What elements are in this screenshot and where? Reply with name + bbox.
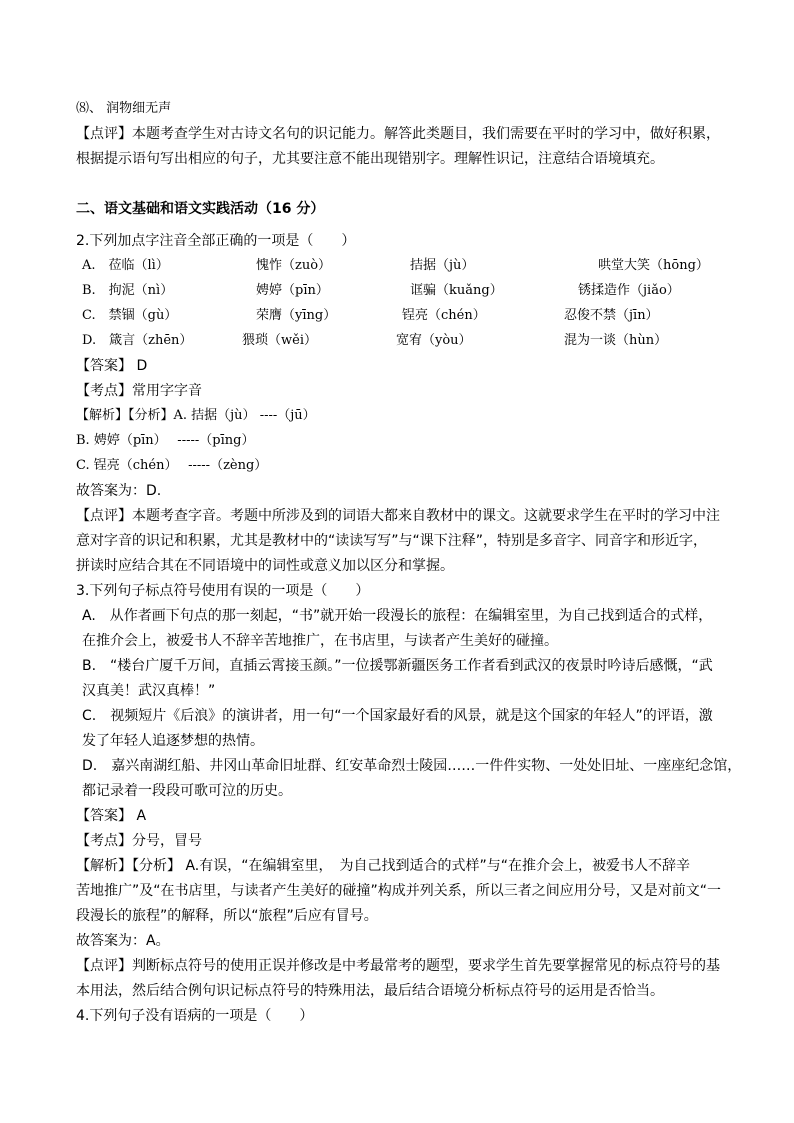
q2-option-a-1: A. 莅临（lì） — [82, 258, 169, 273]
q2-stem: 2.下列加点字注音全部正确的一项是（ ） — [76, 233, 356, 249]
q2-analysis-line-1: 【解析】【分析】A. 拮据（jù） ----（jū） — [76, 408, 316, 423]
q1-comment-line-2: 根据提示语句写出相应的句子，尤其要注意不能出现错别字。理解性识记，注意结合语境填充。 — [76, 151, 664, 167]
q3-option-d-line-2: 都记录着一段段可歌可泣的历史。 — [82, 783, 292, 799]
q2-option-c-2: 荣膺（yīng） — [256, 308, 337, 323]
section-2-heading: 二、语文基础和语文实践活动（16 分） — [76, 201, 325, 217]
q2-option-a-4: 哄堂大笑（hōng） — [598, 258, 709, 273]
q2-comment-line-2: 意对字音的识记和积累，尤其是教材中的“读读写写”与“课下注释”，特别是多音字、同音字和形近字， — [76, 533, 708, 549]
q3-analysis-line-1: 【解析】【分析】 A.有误，“在编辑室里， 为自己找到适合的式样”与“在推介会上，被爱书人不辞辛 — [76, 858, 690, 874]
q3-point: 【考点】分号，冒号 — [76, 833, 202, 849]
q2-option-a-2: 愧怍（zuò） — [256, 258, 332, 273]
q3-option-b-line-1: B. “楼台广厦千万间，直插云霄接玉颜。”一位援鄂新疆医务工作者看到武汉的夜景时吟诗后感慨，“武 — [82, 658, 713, 674]
q3-answer: 【答案】 A — [76, 808, 147, 824]
q3-option-c-line-2: 发了年轻人追逐梦想的热情。 — [82, 733, 264, 749]
q2-conclusion: 故答案为：D. — [76, 483, 162, 499]
q2-option-b-2: 娉婷（pīn） — [256, 283, 329, 298]
q2-option-b-3: 诓骗（kuǎng） — [410, 283, 503, 298]
q3-option-a-line-1: A. 从作者画下句点的那一刻起，“书”就开始一段漫长的旅程：在编辑室里，为自己找到适合的式样， — [82, 608, 713, 624]
q2-analysis-line-2: B. 娉婷（pīn） -----（pīng） — [76, 433, 255, 448]
q3-conclusion: 故答案为：A。 — [76, 933, 170, 949]
q3-analysis-line-3: 段漫长的旅程”的解释，所以“旅程”后应有冒号。 — [76, 908, 378, 924]
q3-option-a-line-2: 在推介会上，被爱书人不辞辛苦地推广，在书店里，与读者产生美好的碰撞。 — [82, 633, 558, 649]
q2-option-d-3: 宽宥（yòu） — [396, 333, 472, 348]
q2-option-d-1: D. 箴言（zhēn） — [82, 333, 193, 348]
q3-stem: 3.下列句子标点符号使用有误的一项是（ ） — [76, 583, 370, 599]
q2-analysis-line-3: C. 锃亮（chén） -----（zèng） — [76, 458, 268, 473]
q1-comment-line-1: 【点评】本题考查学生对古诗文名句的识记能力。解答此类题目，我们需要在平时的学习中，做好积累， — [76, 126, 720, 142]
q2-option-a-3: 拮据（jù） — [410, 258, 475, 273]
q3-option-b-line-2: 汉真美！武汉真棒！” — [82, 683, 216, 699]
q2-option-d-4: 混为一谈（hùn） — [564, 333, 668, 348]
q2-comment-line-1: 【点评】本题考查字音。考题中所涉及到的词语大都来自教材中的课文。这就要求学生在平时的学习中注 — [76, 508, 720, 524]
q2-option-d-2: 猥琐（wěi） — [242, 333, 317, 348]
q2-option-c-1: C. 禁锢（gù） — [82, 308, 178, 323]
q2-comment-line-3: 拼读时应结合其在不同语境中的词性或意义加以区分和掌握。 — [76, 558, 454, 574]
q3-option-c-line-1: C. 视频短片《后浪》的演讲者，用一句“一个国家最好看的风景，就是这个国家的年轻人”的评语，激 — [82, 708, 713, 724]
q4-stem: 4.下列句子没有语病的一项是（ ） — [76, 1008, 314, 1024]
q2-option-b-4: 锈揉造作（jiǎo） — [578, 283, 680, 298]
q3-comment-line-1: 【点评】判断标点符号的使用正误并修改是中考最常考的题型，要求学生首先要掌握常见的标点符号的基 — [76, 958, 720, 974]
q2-option-c-4: 忍俊不禁（jīn） — [564, 308, 659, 323]
q1-item-8: ⑻、 润物细无声 — [76, 101, 172, 116]
q3-analysis-line-2: 苦地推广”及“在书店里，与读者产生美好的碰撞”构成并列关系，所以三者之间应用分号，又是对前文“一 — [76, 883, 722, 899]
q2-option-c-3: 锃亮（chén） — [402, 308, 486, 323]
q2-answer: 【答案】 D — [76, 358, 148, 374]
q2-point: 【考点】常用字字音 — [76, 383, 202, 399]
q3-option-d-line-1: D. 嘉兴南湖红船、井冈山革命旧址群、红安革命烈士陵园……一件件实物、一处处旧址、一座座纪念馆， — [82, 758, 742, 774]
q3-comment-line-2: 本用法，然后结合例句识记标点符号的特殊用法，最后结合语境分析标点符号的运用是否恰当。 — [76, 983, 664, 999]
q2-option-b-1: B. 拘泥（nì） — [82, 283, 174, 298]
